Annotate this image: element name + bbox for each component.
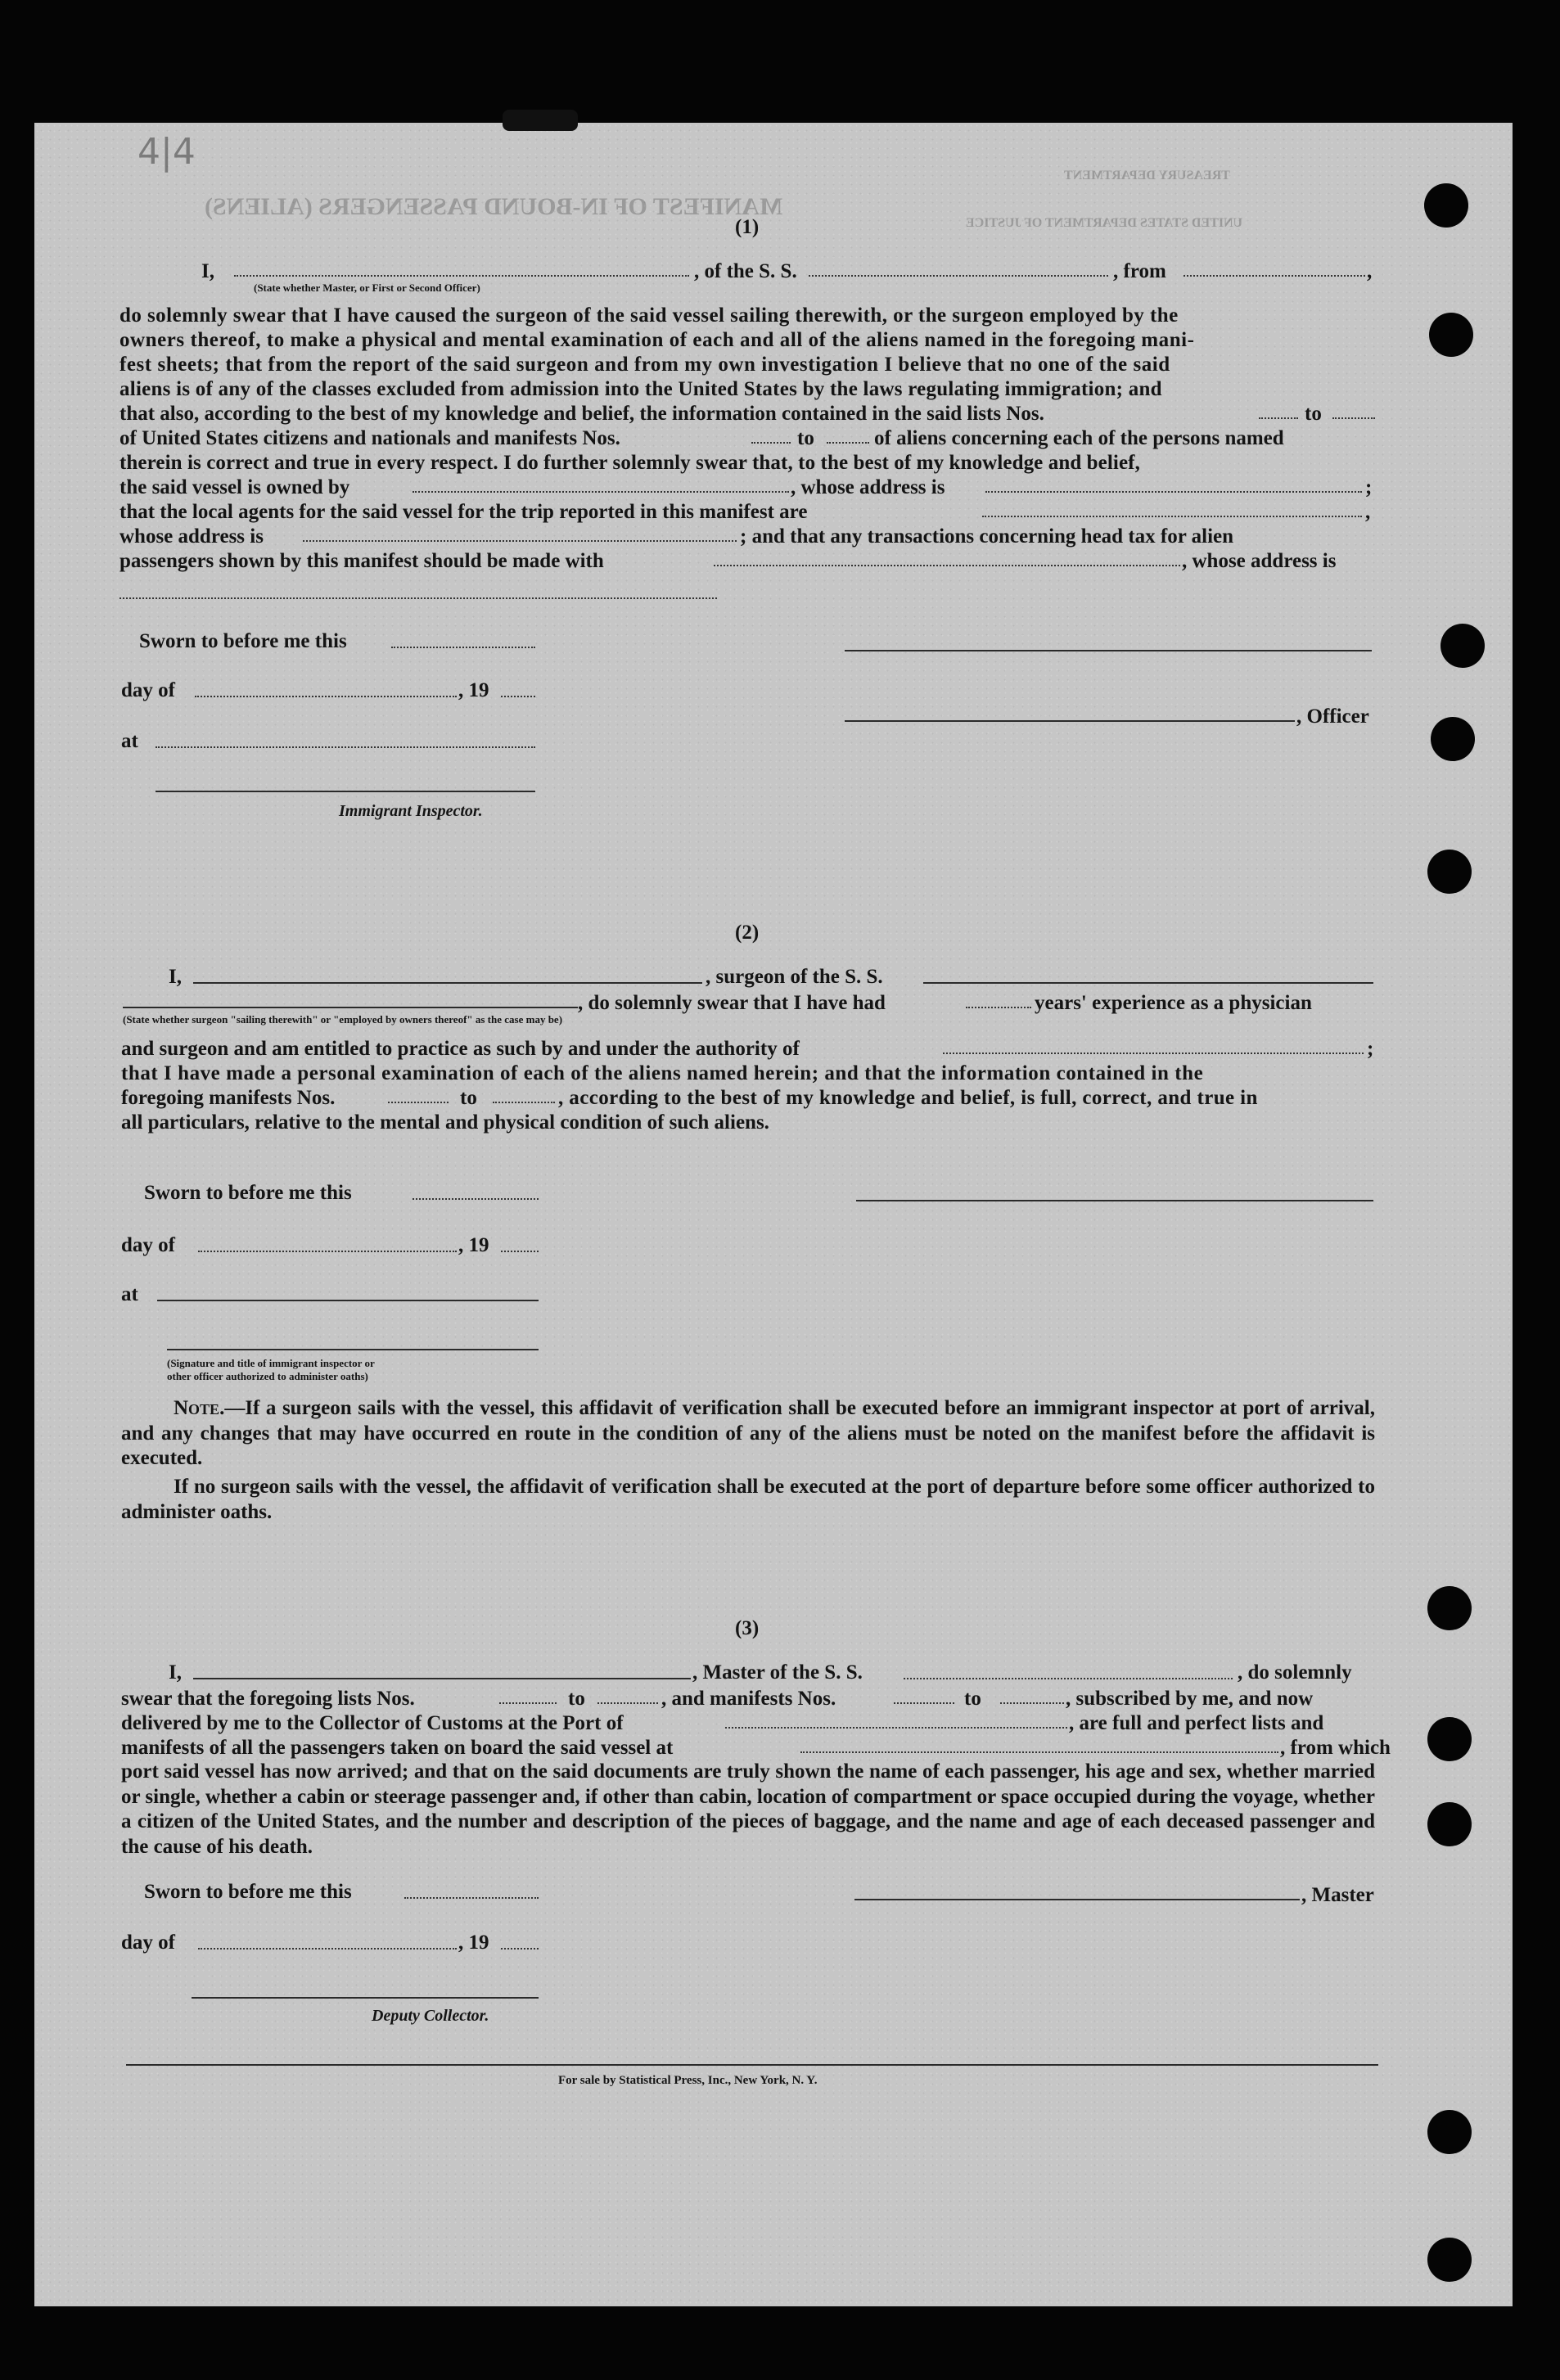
section2-line6: all particulars, relative to the mental and physical condition of such aliens.	[121, 1111, 769, 1134]
section1-line8b: , whose address is	[791, 476, 945, 498]
section1-line8a: the said vessel is owned by	[119, 476, 350, 498]
sworn-day-blank-2	[413, 1198, 539, 1200]
section2-sig-label-1: (Signature and title of immigrant inspector or	[167, 1357, 375, 1369]
punch-hole	[1429, 313, 1473, 357]
section3-dayof: day of	[121, 1931, 175, 1954]
section1-officer-note: (State whether Master, or First or Second Officer)	[254, 282, 480, 294]
section2-year: , 19	[458, 1234, 489, 1256]
section3-line2a: swear that the foregoing lists Nos.	[121, 1688, 415, 1710]
punch-hole	[1427, 1717, 1472, 1761]
handwritten-number: 4|4	[138, 131, 196, 173]
punch-hole	[1441, 624, 1485, 668]
section1-para-line: owners thereof, to make a physical and mental examination of each and all of the aliens named in the foregoing mani-	[119, 329, 1195, 351]
officer-signature-line-2	[845, 720, 1295, 722]
surgeon-status-line	[123, 1007, 578, 1008]
manifests-to-blank	[827, 442, 869, 444]
deputy-signature-line	[192, 1997, 539, 1999]
manifests-to-blank-2	[493, 1102, 555, 1103]
sworn-year-blank-2	[501, 1251, 539, 1252]
section1-year: , 19	[458, 679, 489, 701]
head-tax-contact-blank	[714, 565, 1180, 566]
officer-signature-line-1	[845, 650, 1372, 651]
master-name-line	[193, 1678, 691, 1679]
section3-line1b: , Master of the S. S.	[692, 1661, 863, 1684]
section1-line8c: ;	[1365, 476, 1373, 498]
bleed-through-justice: UNITED STATES DEPARTMENT OF JUSTICE	[966, 216, 1243, 230]
section3-line4b: , from which	[1280, 1737, 1391, 1759]
manifests-from-blank	[751, 442, 791, 444]
authority-blank	[943, 1053, 1364, 1054]
section1-line6a: of United States citizens and nationals and manifests Nos.	[119, 427, 620, 449]
binding-tab	[503, 110, 578, 131]
section1-officer: , Officer	[1296, 705, 1369, 728]
section2-line5c: , according to the best of my knowledge and belief, is full, correct, and true in	[558, 1087, 1258, 1109]
agents-address-blank	[303, 540, 737, 542]
section3-deputy-label: Deputy Collector.	[372, 2007, 489, 2025]
section2-line1a: I,	[169, 966, 182, 988]
section3-line4a: manifests of all the passengers taken on board the said vessel at	[121, 1737, 674, 1759]
punch-hole	[1424, 183, 1468, 228]
punch-hole	[1427, 1802, 1472, 1846]
section2-line2a: , do solemnly swear that I have had	[578, 992, 886, 1014]
surgeon-name-line	[193, 982, 702, 984]
section2-line3b: ;	[1367, 1038, 1374, 1060]
sworn-month-blank-3	[198, 1948, 457, 1950]
section3-paragraph: port said vessel has now arrived; and that on the said documents are truly shown the name of each passenger, his age and sex, whether married or single, whether a cabin or steerage passenger and, if other than cabin, location of compartment or space occupied during the voyage, whether a citizen of the United States, and the number and description of the pieces of baggage, and the name and age of each deceased passenger and the cause of his death.	[121, 1760, 1375, 1858]
section2-surgeon-note: (State whether surgeon "sailing therewith" or "employed by owners thereof" as the case may be)	[123, 1013, 563, 1025]
section1-para-line: do solemnly swear that I have caused the surgeon of the said vessel sailing therewith, or the surgeon employed by the	[119, 304, 1179, 327]
section2-line4: that I have made a personal examination of each of the aliens named herein; and that the information contained in the	[121, 1062, 1204, 1084]
manifests-from-blank-3	[894, 1702, 954, 1704]
section1-line6b: to	[797, 427, 814, 449]
section2-line2b: years' experience as a physician	[1035, 992, 1312, 1014]
section3-line2c: , and manifests Nos.	[661, 1688, 836, 1710]
section1-para-line: fest sheets; that from the report of the said surgeon and from my own investigation I believe that no one of the said	[119, 354, 1170, 376]
note-text: —If a surgeon sails with the vessel, this affidavit of verification shall be executed before an immigrant inspector at port of arrival, and any changes that may have occurred en route in the condition of any of the aliens must be noted on the manifest before the affidavit is executed.	[121, 1397, 1375, 1469]
manifests-to-blank-3	[1000, 1702, 1064, 1704]
section2-at: at	[121, 1283, 138, 1305]
section1-line5a: that also, according to the best of my knowledge and belief, the information contained in the said lists Nos.	[119, 403, 1044, 425]
section1-sworn: Sworn to before me this	[139, 630, 347, 652]
section2-note-paragraph-2	[121, 1475, 1375, 1525]
lists-to-blank	[1332, 417, 1375, 419]
section1-dayof: day of	[121, 679, 175, 701]
section3-master: , Master	[1301, 1884, 1374, 1906]
master-name-blank	[234, 275, 689, 277]
section1-line9a: that the local agents for the said vessel for the trip reported in this manifest are	[119, 501, 808, 523]
section3-year: , 19	[458, 1931, 489, 1954]
section3-line3a: delivered by me to the Collector of Customs at the Port of	[121, 1712, 624, 1734]
section2-note-paragraph	[121, 1396, 1375, 1472]
section2-sworn: Sworn to before me this	[144, 1182, 352, 1204]
section1-line7: therein is correct and true in every respect. I do further solemnly swear that, to the best of my knowledge and belief,	[119, 452, 1140, 474]
lists-from-blank	[1259, 417, 1298, 419]
years-experience-blank	[966, 1007, 1031, 1008]
lists-to-blank-3	[597, 1702, 658, 1704]
master-signature-line	[854, 1899, 1300, 1900]
section1-number: (1)	[735, 216, 760, 238]
section2-line5a: foregoing manifests Nos.	[121, 1087, 336, 1109]
owner-blank	[413, 491, 789, 493]
surgeon-ship-line	[923, 982, 1373, 984]
surgeon-signature-line	[856, 1200, 1373, 1201]
section1-line6c: of aliens concerning each of the persons named	[874, 427, 1284, 449]
inspector-signature-line	[156, 791, 535, 792]
sworn-day-blank	[391, 647, 535, 648]
sworn-place-blank	[156, 746, 535, 748]
section2-line3a: and surgeon and am entitled to practice as such by and under the authority of	[121, 1038, 800, 1060]
ship-name-blank	[809, 275, 1108, 277]
footer-printer: For sale by Statistical Press, Inc., New York, N. Y.	[558, 2074, 818, 2087]
bleed-through-title: MANIFEST OF IN-BOUND PASSENGERS (ALIENS)	[205, 193, 783, 220]
section3-number: (3)	[735, 1617, 760, 1639]
punch-hole	[1427, 2110, 1472, 2154]
section2-dayof: day of	[121, 1234, 175, 1256]
section3-line2e: , subscribed by me, and now	[1066, 1688, 1314, 1710]
sworn-month-blank	[195, 696, 457, 697]
section1-at: at	[121, 730, 138, 752]
form-sheet	[34, 123, 1513, 2306]
sworn-month-blank-2	[198, 1251, 457, 1252]
section1-line10b: ; and that any transactions concerning head tax for alien	[740, 525, 1234, 548]
section1-para-line: aliens is of any of the classes excluded from admission into the United States by the laws regulating immigration; and	[119, 378, 1162, 400]
section1-inspector-label: Immigrant Inspector.	[339, 802, 483, 820]
section3-line1c: , do solemnly	[1238, 1661, 1352, 1684]
section2-line1b: , surgeon of the S. S.	[706, 966, 883, 988]
punch-hole	[1427, 2238, 1472, 2282]
head-tax-address-blank	[119, 597, 717, 599]
from-port-blank	[1184, 275, 1365, 277]
section3-line2d: to	[964, 1688, 981, 1710]
lists-from-blank-3	[499, 1702, 557, 1704]
note-text-2: If no surgeon sails with the vessel, the affidavit of verification shall be executed at the port of departure before some officer authorized to administer oaths.	[121, 1476, 1375, 1523]
punch-hole	[1431, 717, 1475, 761]
punch-hole	[1427, 850, 1472, 894]
note-label: Note.	[174, 1397, 225, 1419]
manifests-from-blank-2	[388, 1102, 449, 1103]
footer-rule	[126, 2064, 1378, 2066]
section1-line11b: , whose address is	[1182, 550, 1337, 572]
section2-number: (2)	[735, 922, 760, 944]
section1-line5b: to	[1305, 403, 1322, 425]
agents-blank	[982, 516, 1362, 517]
bleed-through-treasury: TREASURY DEPARTMENT	[1064, 169, 1230, 183]
collector-port-blank	[725, 1727, 1067, 1729]
section3-sworn: Sworn to before me this	[144, 1881, 352, 1903]
sworn-day-blank-3	[404, 1897, 539, 1899]
sworn-place-line-2	[157, 1300, 539, 1301]
punch-hole	[1427, 1586, 1472, 1630]
section1-line1-i: I,	[201, 260, 214, 282]
section3-line1a: I,	[169, 1661, 182, 1684]
sworn-year-blank	[501, 696, 535, 697]
section1-line10a: whose address is	[119, 525, 264, 548]
section1-line11a: passengers shown by this manifest should be made with	[119, 550, 604, 572]
section1-line1-from: , from	[1113, 260, 1166, 282]
sworn-year-blank-3	[501, 1948, 539, 1950]
section2-sig-label-2: other officer authorized to administer oaths)	[167, 1370, 368, 1382]
section1-line1-ofss: , of the S. S.	[694, 260, 797, 282]
section1-line9b: ,	[1365, 501, 1371, 523]
owner-address-blank	[985, 491, 1362, 493]
embarkation-port-blank	[800, 1751, 1278, 1753]
official-signature-line	[167, 1349, 539, 1350]
section3-line2b: to	[568, 1688, 585, 1710]
section2-line5b: to	[460, 1087, 477, 1109]
section3-line3b: , are full and perfect lists and	[1069, 1712, 1324, 1734]
section1-line1-end: ,	[1367, 260, 1373, 282]
master-ship-blank	[904, 1678, 1233, 1679]
